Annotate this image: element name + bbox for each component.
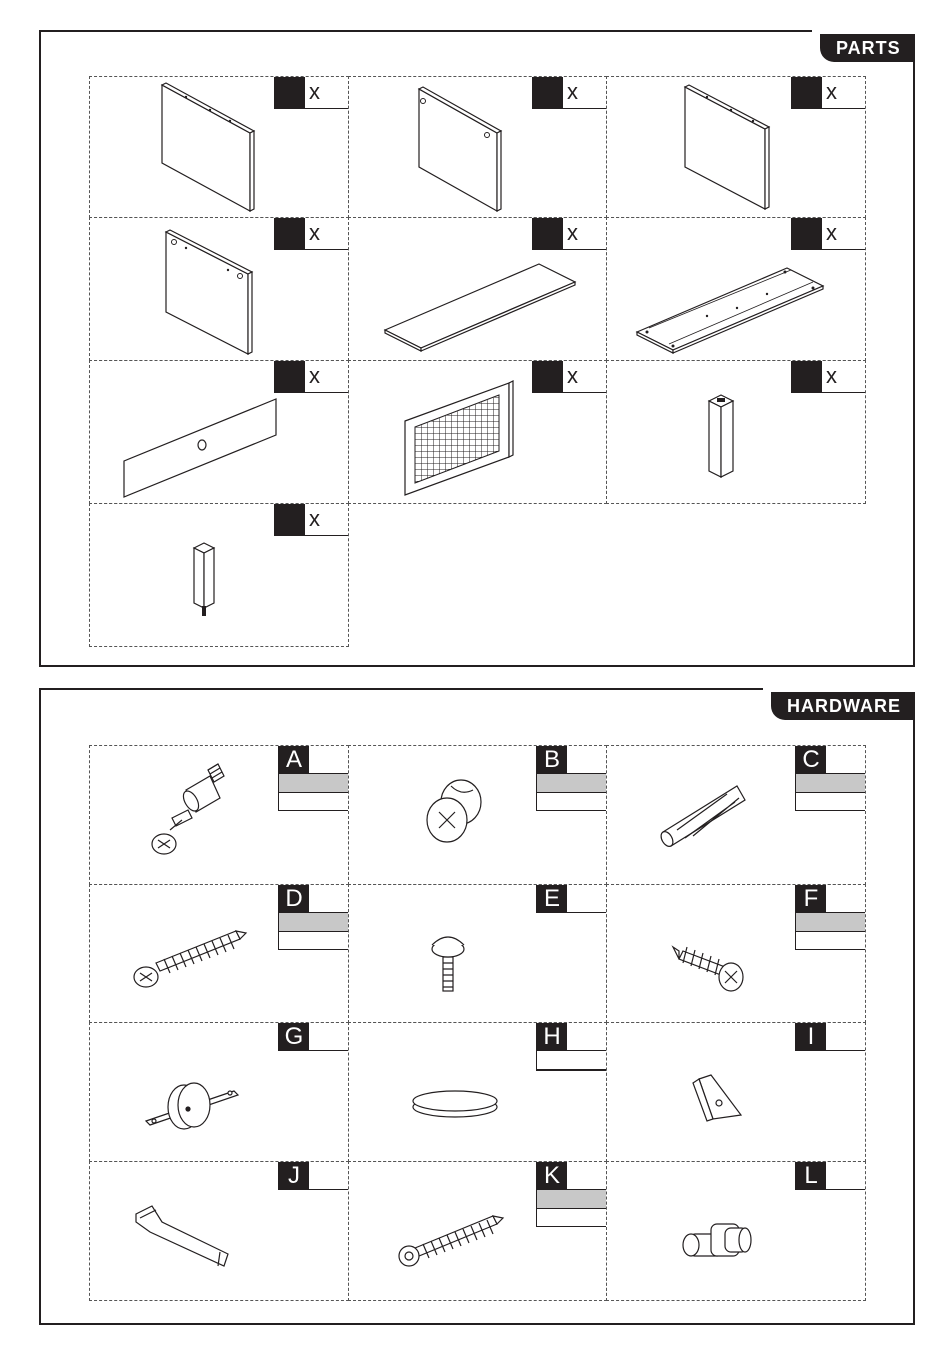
parts-tab [820, 30, 915, 62]
part-cell-5 [348, 217, 607, 361]
hardware-cell-g [89, 1022, 349, 1162]
part-cell-1 [89, 76, 349, 218]
qty-mark: x [567, 220, 578, 245]
front-rail-illustration [90, 361, 350, 505]
top-board-illustration [349, 218, 608, 362]
side-panel-plain-2-illustration [607, 77, 867, 219]
side-panel-plain-illustration [90, 77, 350, 219]
hardware-letter: E [537, 885, 567, 912]
cam-lock-icon [349, 746, 608, 886]
hardware-letter: K [537, 1162, 567, 1189]
hardware-cell-a [89, 745, 349, 885]
cam-bolt-icon [90, 746, 350, 886]
hardware-cell-l [606, 1161, 866, 1301]
part-cell-6 [606, 217, 866, 361]
knob-icon [607, 1162, 867, 1302]
qty-mark: x [567, 79, 578, 104]
long-screw-icon [90, 885, 350, 1024]
hardware-letter: C [796, 746, 826, 773]
qty-mark: x [309, 363, 320, 388]
hardware-cell-h [348, 1022, 607, 1162]
qty-mark: x [567, 363, 578, 388]
hardware-letter: G [279, 1023, 309, 1050]
hardware-cell-d [89, 884, 349, 1023]
part-cell-8 [348, 360, 607, 504]
back-panel-illustration [90, 218, 350, 362]
roller-catch-icon [90, 1023, 350, 1163]
hardware-cell-j [89, 1161, 349, 1301]
qty-mark: x [309, 220, 320, 245]
part-cell-2 [348, 76, 607, 218]
part-cell-4 [89, 217, 349, 361]
short-screw-icon [607, 885, 867, 1024]
hardware-letter: I [796, 1023, 826, 1050]
felt-pad-icon [349, 1023, 608, 1163]
hardware-letter: B [537, 746, 567, 773]
hardware-title: HARDWARE [787, 696, 901, 716]
hardware-letter: L [796, 1162, 826, 1189]
part-cell-3 [606, 76, 866, 218]
part-cell-10 [89, 503, 349, 647]
hardware-cell-f [606, 884, 866, 1023]
parts-title: PARTS [836, 38, 901, 58]
leg-with-pin-illustration [90, 504, 350, 648]
wood-screw-icon [349, 1162, 608, 1302]
corner-bracket-icon [607, 1023, 867, 1163]
hardware-letter: J [279, 1162, 309, 1189]
hardware-cell-e [348, 884, 607, 1023]
hardware-letter: H [537, 1023, 567, 1050]
side-panel-holes-illustration [349, 77, 608, 219]
hardware-letter: F [796, 885, 826, 912]
leg-illustration [607, 361, 867, 505]
mesh-door-illustration [349, 361, 608, 505]
qty-mark: x [826, 79, 837, 104]
qty-mark: x [826, 220, 837, 245]
adjustable-foot-icon [349, 885, 608, 1024]
allen-key-icon [90, 1162, 350, 1302]
qty-mark: x [309, 79, 320, 104]
hardware-cell-b [348, 745, 607, 885]
bottom-board-illustration [607, 218, 867, 362]
hardware-cell-i [606, 1022, 866, 1162]
part-cell-7 [89, 360, 349, 504]
qty-mark: x [826, 363, 837, 388]
wood-dowel-icon [607, 746, 867, 886]
hardware-letter: A [279, 746, 309, 773]
hardware-cell-c [606, 745, 866, 885]
part-cell-9 [606, 360, 866, 504]
qty-mark: x [309, 506, 320, 531]
hardware-cell-k [348, 1161, 607, 1301]
hardware-letter: D [279, 885, 309, 912]
hardware-tab [771, 688, 915, 720]
